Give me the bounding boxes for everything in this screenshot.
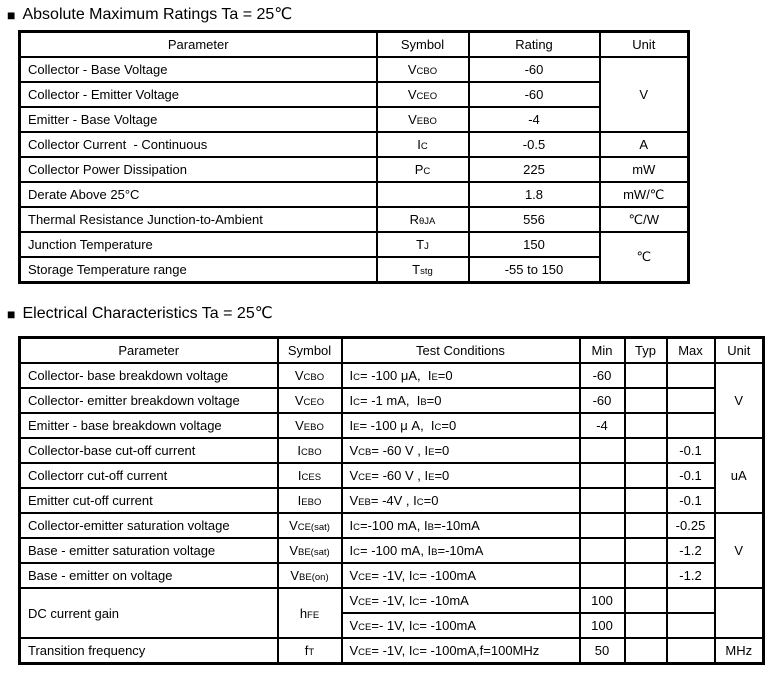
typ-cell <box>625 538 667 563</box>
col-header-parameter: Parameter <box>20 32 377 58</box>
test-conditions-cell: IC= -100 mA, IB=-10mA <box>342 538 580 563</box>
table-row <box>20 132 689 157</box>
symbol-cell: TJ <box>377 232 469 257</box>
typ-cell <box>625 513 667 538</box>
unit-cell: MHz <box>715 638 764 664</box>
symbol-cell: IEBO <box>278 488 342 513</box>
param-cell: Storage Temperature range <box>20 257 377 283</box>
table-row <box>20 563 764 588</box>
rating-cell: -4 <box>469 107 600 132</box>
electrical-characteristics-table <box>18 336 765 665</box>
typ-cell <box>625 363 667 388</box>
col-header-min: Min <box>580 338 625 364</box>
min-cell <box>580 463 625 488</box>
table-row <box>20 488 764 513</box>
param-cell: Collector Current - Continuous <box>20 132 377 157</box>
section-title-electrical-characteristics <box>7 305 770 322</box>
param-cell: Base - emitter on voltage <box>20 563 278 588</box>
param-cell: Junction Temperature <box>20 232 377 257</box>
table-row <box>20 538 764 563</box>
table-row <box>20 588 764 613</box>
param-cell: Collector-emitter saturation voltage <box>20 513 278 538</box>
min-cell: -60 <box>580 388 625 413</box>
symbol-cell: Tstg <box>377 257 469 283</box>
col-header-max: Max <box>667 338 715 364</box>
table-row <box>20 207 689 232</box>
col-header-unit: Unit <box>715 338 764 364</box>
param-cell: Collector - Emitter Voltage <box>20 82 377 107</box>
unit-cell-gain <box>715 588 764 638</box>
unit-cell: ℃/W <box>600 207 689 232</box>
symbol-cell: fT <box>278 638 342 664</box>
test-conditions-cell: VEB= -4V , IC=0 <box>342 488 580 513</box>
symbol-cell: VBE(on) <box>278 563 342 588</box>
min-cell: 50 <box>580 638 625 664</box>
test-conditions-cell: VCE= -60 V , IE=0 <box>342 463 580 488</box>
symbol-cell: VCBO <box>278 363 342 388</box>
unit-cell: mW <box>600 157 689 182</box>
max-cell: -0.1 <box>667 463 715 488</box>
typ-cell <box>625 488 667 513</box>
square-bullet-icon: ■ <box>7 305 16 322</box>
unit-cell-cutoff-current: uA <box>715 438 764 513</box>
typ-cell <box>625 613 667 638</box>
test-conditions-cell: VCE= -1V, IC= -10mA <box>342 588 580 613</box>
max-cell: -1.2 <box>667 563 715 588</box>
test-conditions-cell: VCE= -1V, IC= -100mA <box>342 563 580 588</box>
symbol-cell: VEBO <box>278 413 342 438</box>
symbol-cell: VCEO <box>377 82 469 107</box>
max-cell <box>667 388 715 413</box>
table-row <box>20 513 764 538</box>
rating-cell: 556 <box>469 207 600 232</box>
rating-cell: -60 <box>469 57 600 82</box>
col-header-test-conditions: Test Conditions <box>342 338 580 364</box>
symbol-cell: ICES <box>278 463 342 488</box>
absolute-maximum-ratings-table <box>18 30 690 284</box>
param-cell: Collector-base cut-off current <box>20 438 278 463</box>
symbol-cell: PC <box>377 157 469 182</box>
min-cell: 100 <box>580 613 625 638</box>
min-cell <box>580 438 625 463</box>
max-cell: -1.2 <box>667 538 715 563</box>
symbol-cell: VBE(sat) <box>278 538 342 563</box>
max-cell: -0.1 <box>667 488 715 513</box>
symbol-cell <box>377 182 469 207</box>
section-title-absolute-maximum-ratings <box>7 6 770 23</box>
typ-cell <box>625 388 667 413</box>
test-conditions-cell: VCB= -60 V , IE=0 <box>342 438 580 463</box>
test-conditions-cell: VCE=- 1V, IC= -100mA <box>342 613 580 638</box>
min-cell: 100 <box>580 588 625 613</box>
max-cell: -0.1 <box>667 438 715 463</box>
param-cell: Emitter cut-off current <box>20 488 278 513</box>
typ-cell <box>625 638 667 664</box>
param-cell: Collector - Base Voltage <box>20 57 377 82</box>
min-cell <box>580 538 625 563</box>
test-conditions-cell: IE= -100 μ A, IC=0 <box>342 413 580 438</box>
typ-cell <box>625 588 667 613</box>
symbol-cell: VCE(sat) <box>278 513 342 538</box>
max-cell <box>667 413 715 438</box>
header-row <box>20 32 689 58</box>
symbol-cell: VEBO <box>377 107 469 132</box>
table-row <box>20 438 764 463</box>
max-cell <box>667 588 715 613</box>
unit-cell: A <box>600 132 689 157</box>
table-row <box>20 232 689 257</box>
table-row <box>20 363 764 388</box>
param-cell: Thermal Resistance Junction-to-Ambient <box>20 207 377 232</box>
header-row <box>20 338 764 364</box>
param-cell: Collector- base breakdown voltage <box>20 363 278 388</box>
rating-cell: -55 to 150 <box>469 257 600 283</box>
unit-cell-voltage: V <box>600 57 689 132</box>
test-conditions-cell: VCE= -1V, IC= -100mA,f=100MHz <box>342 638 580 664</box>
param-cell: DC current gain <box>20 588 278 638</box>
rating-cell: 1.8 <box>469 182 600 207</box>
section2-title-text: Electrical Characteristics Ta = 25℃ <box>22 305 273 322</box>
typ-cell <box>625 563 667 588</box>
unit-cell: mW/℃ <box>600 182 689 207</box>
table-row <box>20 57 689 82</box>
symbol-cell: VCEO <box>278 388 342 413</box>
symbol-cell: IC <box>377 132 469 157</box>
max-cell <box>667 363 715 388</box>
table-row <box>20 257 689 283</box>
col-header-symbol: Symbol <box>278 338 342 364</box>
min-cell <box>580 563 625 588</box>
symbol-cell: hFE <box>278 588 342 638</box>
param-cell: Collectorr cut-off current <box>20 463 278 488</box>
typ-cell <box>625 438 667 463</box>
param-cell: Base - emitter saturation voltage <box>20 538 278 563</box>
table-row <box>20 388 764 413</box>
typ-cell <box>625 463 667 488</box>
test-conditions-cell: IC= -1 mA, IB=0 <box>342 388 580 413</box>
col-header-symbol: Symbol <box>377 32 469 58</box>
col-header-parameter: Parameter <box>20 338 278 364</box>
rating-cell: 225 <box>469 157 600 182</box>
col-header-typ: Typ <box>625 338 667 364</box>
param-cell: Collector Power Dissipation <box>20 157 377 182</box>
param-cell: Emitter - Base Voltage <box>20 107 377 132</box>
param-cell: Derate Above 25°C <box>20 182 377 207</box>
col-header-unit: Unit <box>600 32 689 58</box>
min-cell: -4 <box>580 413 625 438</box>
test-conditions-cell: IC= -100 μA, IE=0 <box>342 363 580 388</box>
typ-cell <box>625 413 667 438</box>
test-conditions-cell: IC=-100 mA, IB=-10mA <box>342 513 580 538</box>
param-cell: Collector- emitter breakdown voltage <box>20 388 278 413</box>
rating-cell: -0.5 <box>469 132 600 157</box>
unit-cell-temp: ℃ <box>600 232 689 283</box>
symbol-cell: ICBO <box>278 438 342 463</box>
rating-cell: -60 <box>469 82 600 107</box>
rating-cell: 150 <box>469 232 600 257</box>
symbol-cell: VCBO <box>377 57 469 82</box>
table-row <box>20 638 764 664</box>
max-cell <box>667 638 715 664</box>
min-cell <box>580 513 625 538</box>
min-cell <box>580 488 625 513</box>
table-row <box>20 107 689 132</box>
table-row <box>20 82 689 107</box>
col-header-rating: Rating <box>469 32 600 58</box>
max-cell: -0.25 <box>667 513 715 538</box>
symbol-cell: RθJA <box>377 207 469 232</box>
max-cell <box>667 613 715 638</box>
unit-cell-breakdown-voltage: V <box>715 363 764 438</box>
table-row <box>20 463 764 488</box>
table-row <box>20 182 689 207</box>
square-bullet-icon: ■ <box>7 6 16 23</box>
min-cell: -60 <box>580 363 625 388</box>
section1-title-text: Absolute Maximum Ratings Ta = 25℃ <box>22 6 293 23</box>
table-row <box>20 413 764 438</box>
param-cell: Transition frequency <box>20 638 278 664</box>
param-cell: Emitter - base breakdown voltage <box>20 413 278 438</box>
table-row <box>20 157 689 182</box>
unit-cell-sat-voltage: V <box>715 513 764 588</box>
